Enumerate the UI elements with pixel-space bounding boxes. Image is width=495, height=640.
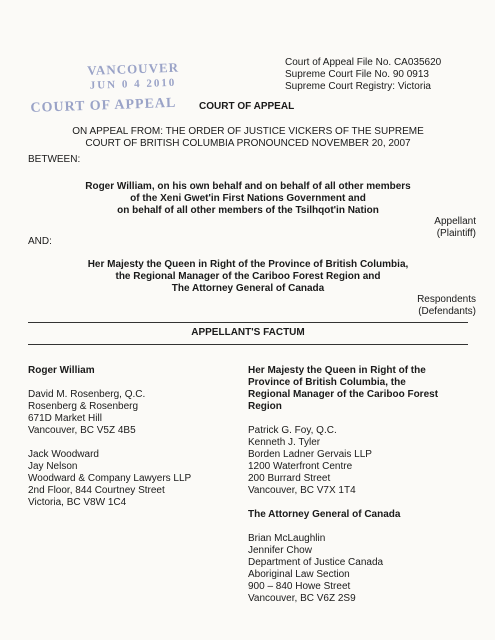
counsel-line: Kenneth J. Tyler: [248, 437, 321, 448]
respondent-counsel-column: [248, 365, 483, 605]
heading-line: Her Majesty the Queen in Right of the: [248, 365, 426, 376]
counsel-line: Vancouver, BC V7X 1T4: [248, 485, 356, 496]
respondent-role-sub: (Defendants): [418, 306, 476, 317]
stamp-date: JUN 0 4 2010: [89, 76, 177, 92]
counsel-line: Jay Nelson: [28, 461, 78, 472]
between-label: BETWEEN:: [28, 154, 81, 165]
heading-line: Province of British Columbia, the: [248, 377, 406, 388]
bottom-divider: [28, 344, 468, 345]
appellant-name: [28, 181, 468, 217]
counsel-line: Jennifer Chow: [248, 545, 312, 556]
stamp-city: VANCOUVER: [86, 59, 180, 78]
appellant-role-label: Appellant: [434, 216, 476, 227]
heading-line: Regional Manager of the Cariboo Forest: [248, 389, 439, 400]
counsel-line: Rosenberg & Rosenberg: [28, 401, 139, 412]
appellant-role: [368, 216, 476, 240]
counsel-line: Jack Woodward: [28, 449, 99, 460]
counsel-line: Aboriginal Law Section: [248, 569, 350, 580]
file-number-block: [285, 57, 485, 93]
respondent-name: [28, 259, 468, 295]
counsel-line: Vancouver, BC V6Z 2S9: [248, 593, 356, 604]
appeal-line-1: ON APPEAL FROM: THE ORDER OF JUSTICE VICKERS OF THE SUPREME: [72, 126, 424, 137]
appeal-from: [28, 126, 468, 150]
supreme-court-file-no: Supreme Court File No. 90 0913: [285, 69, 429, 80]
appellant-counsel-heading: Roger William: [28, 365, 95, 376]
appellant-line: Roger William, on his own behalf and on behalf of all other members: [85, 181, 411, 192]
stamp-court: COURT OF APPEAL: [30, 95, 177, 116]
respondent-line: Her Majesty the Queen in Right of the Province of British Columbia,: [87, 259, 409, 270]
factum-title: APPELLANT'S FACTUM: [191, 327, 305, 338]
heading-line: Region: [248, 401, 282, 412]
counsel-line: Woodward & Company Lawyers LLP: [28, 473, 192, 484]
counsel-line: David M. Rosenberg, Q.C.: [28, 389, 146, 400]
counsel-line: 671D Market Hill: [28, 413, 102, 424]
registry-stamp: [27, 59, 199, 127]
appellant-line: of the Xeni Gwet'in First Nations Government and: [130, 193, 366, 204]
respondent-line: The Attorney General of Canada: [171, 283, 325, 294]
appeal-line-2: COURT OF BRITISH COLUMBIA PRONOUNCED NOVEMBER 20, 2007: [85, 138, 411, 149]
appellant-role-sub: (Plaintiff): [436, 228, 476, 239]
supreme-court-registry: Supreme Court Registry: Victoria: [285, 81, 431, 92]
and-label: AND:: [28, 236, 52, 247]
respondent-line: the Regional Manager of the Cariboo Forest Region and: [115, 271, 381, 282]
court-title: COURT OF APPEAL: [199, 101, 295, 112]
top-divider: [28, 322, 468, 323]
counsel-line: 2nd Floor, 844 Courtney Street: [28, 485, 165, 496]
counsel-line: Brian McLaughlin: [248, 533, 326, 544]
respondent-role: [348, 294, 476, 318]
respondent-role-label: Respondents: [417, 294, 476, 305]
counsel-line: 1200 Waterfront Centre: [248, 461, 353, 472]
appellant-counsel-column: [28, 365, 248, 509]
counsel-line: Vancouver, BC V5Z 4B5: [28, 425, 136, 436]
appellant-line: on behalf of all other members of the Tsilhqot'in Nation: [117, 205, 379, 216]
counsel-line: Victoria, BC V8W 1C4: [28, 497, 127, 508]
counsel-line: 900 – 840 Howe Street: [248, 581, 351, 592]
court-of-appeal-file-no: Court of Appeal File No. CA035620: [285, 57, 442, 68]
counsel-line: Borden Ladner Gervais LLP: [248, 449, 372, 460]
attorney-general-heading: The Attorney General of Canada: [248, 509, 401, 520]
respondent-counsel-heading: [248, 365, 483, 413]
counsel-line: Department of Justice Canada: [248, 557, 384, 568]
counsel-line: Patrick G. Foy, Q.C.: [248, 425, 337, 436]
counsel-line: 200 Burrard Street: [248, 473, 331, 484]
